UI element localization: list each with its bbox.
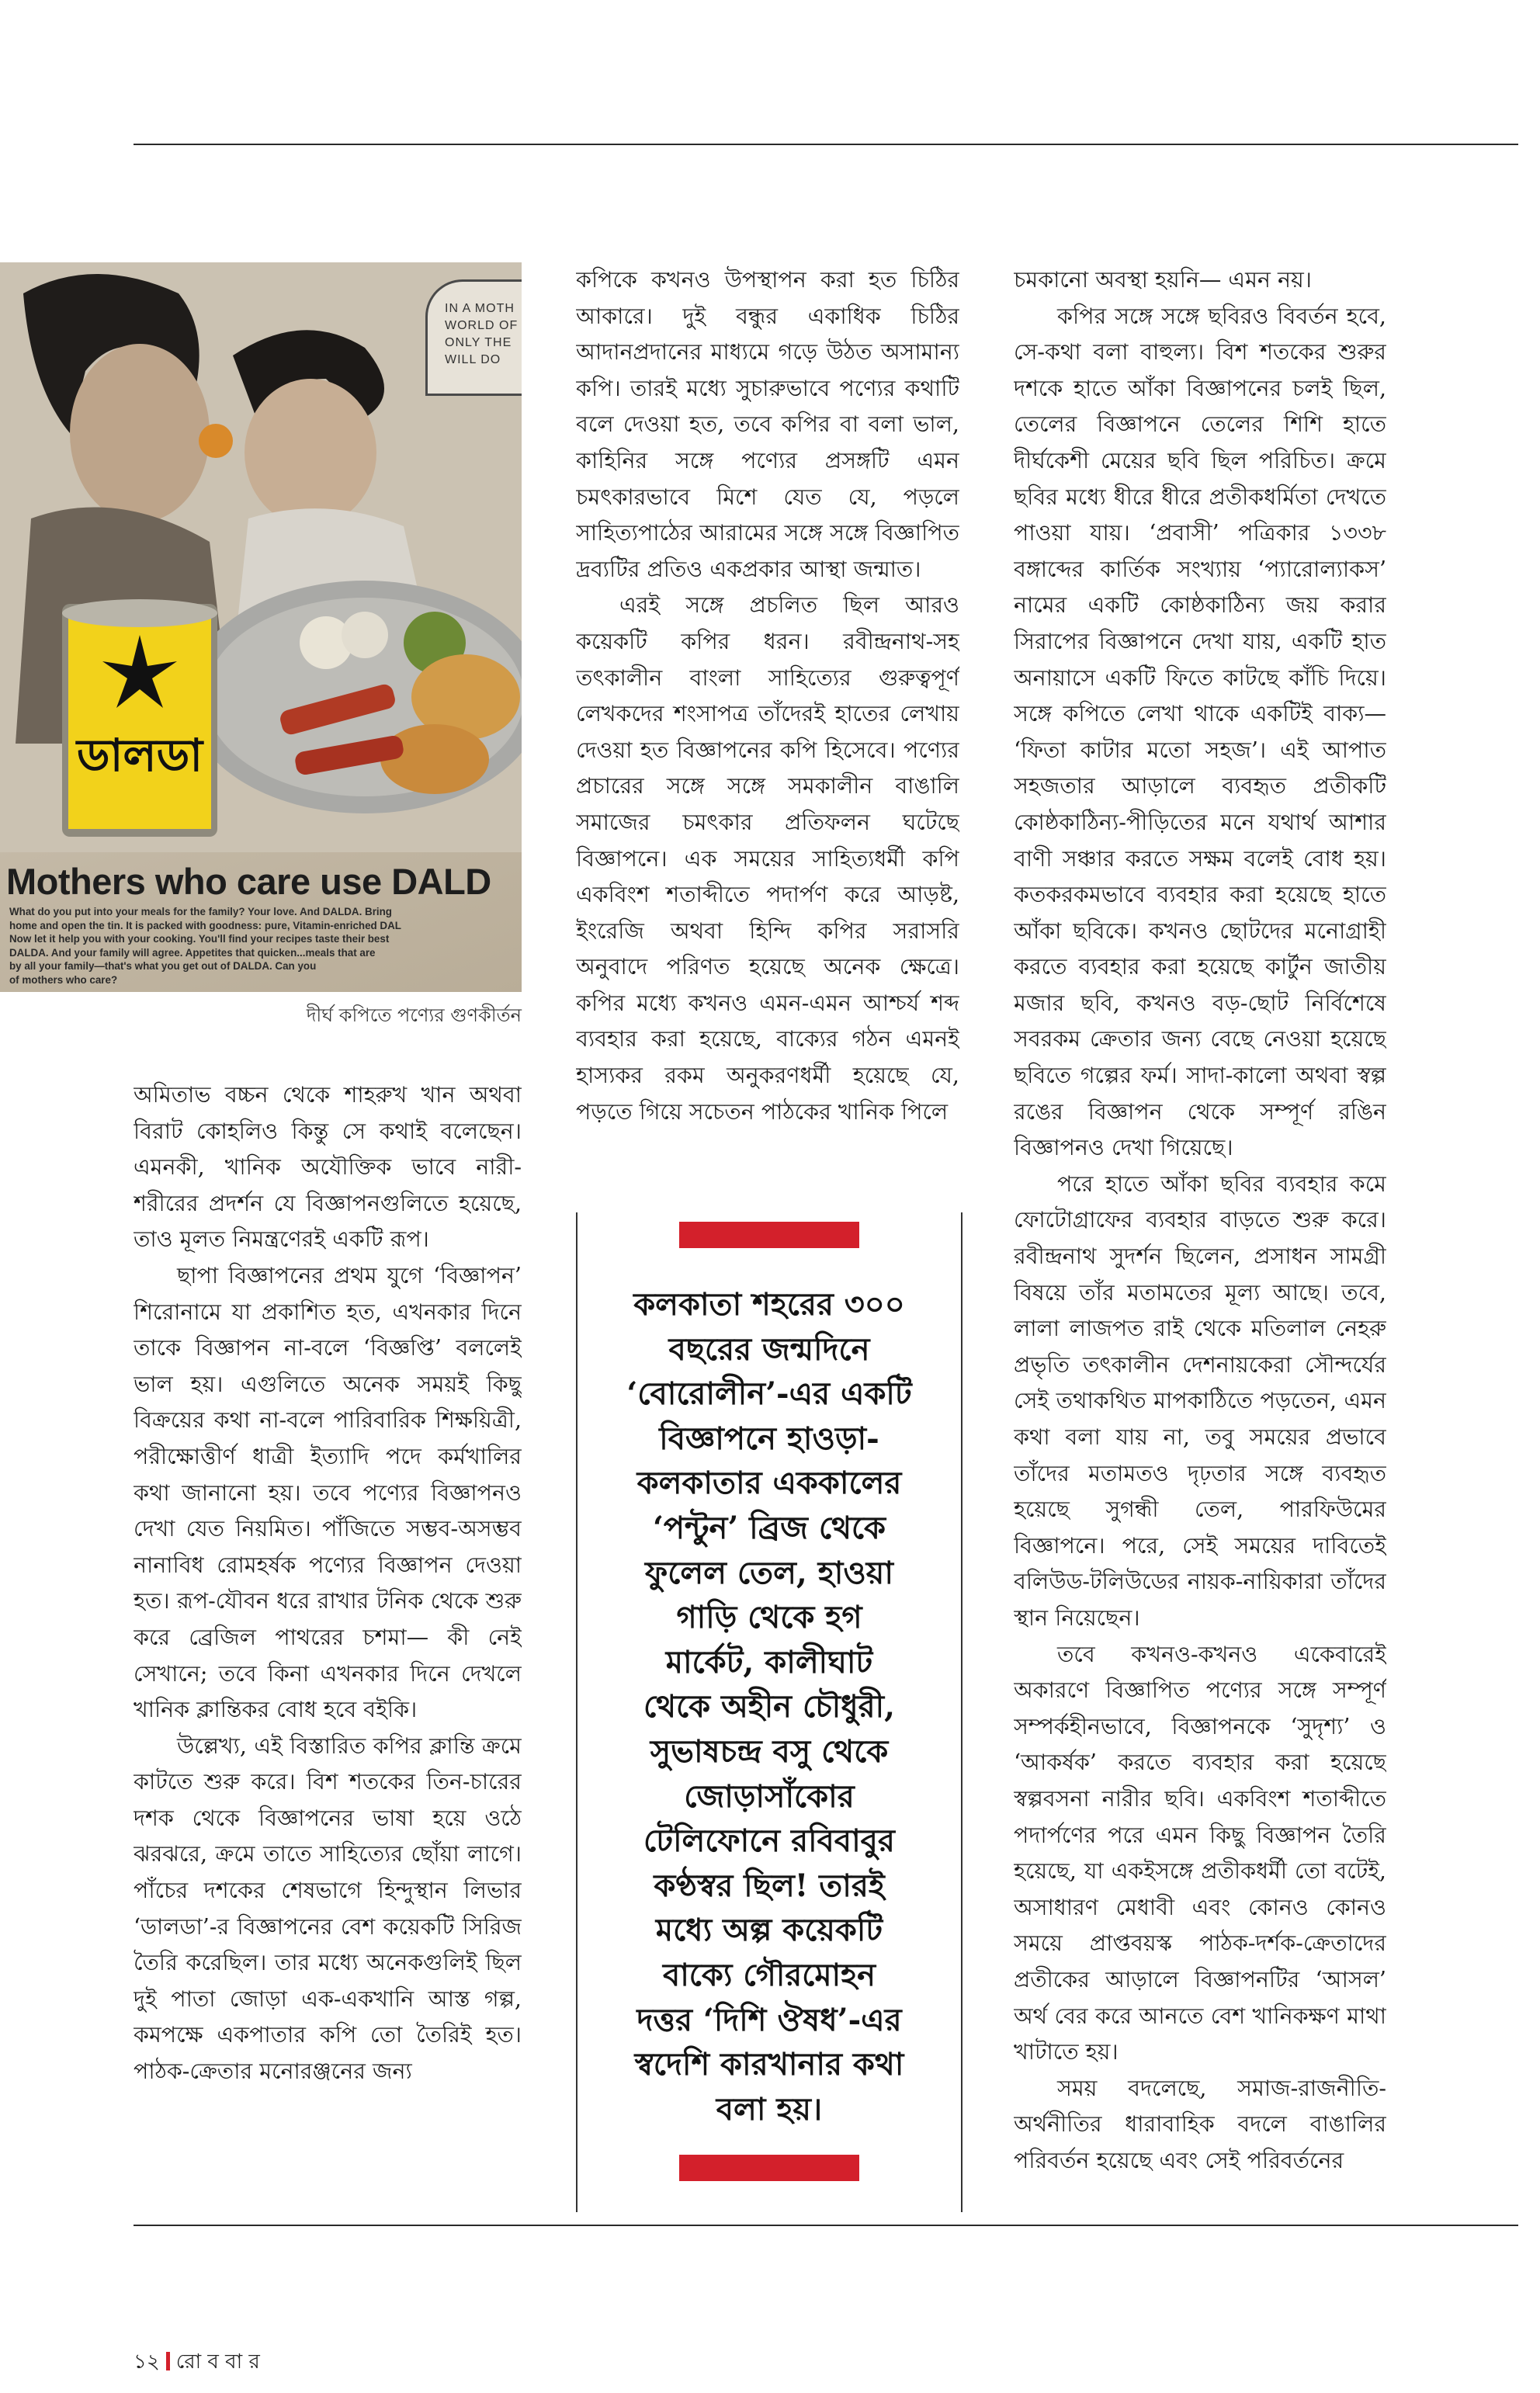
pull-quote-line: ‘বোরোলীন’-এর একটি [626, 1375, 912, 1413]
paragraph: পরে হাতে আঁকা ছবির ব্যবহার কমে ফোটোগ্রাফের ব্যবহার বাড়তে শুরু করে। রবীন্দ্রনাথ সুদর্শন ছিলেন, প্রসাধন সামগ্রী বিষয়ে তাঁর মতামতের মূল্য আছে। তবে, লালা লাজপত রাই থেকে মতিলাল নেহরু প্রভৃতি তৎকালীন দেশনায়কেরা সৌন্দর্যের সেই তথাকথিত মাপকাঠিতে পড়তেন, এমন কথা বলা যায় না, তবু সময়ের প্রভাবে তাঁদের মতামতও দৃঢ়তার সঙ্গে ব্যবহৃত হয়েছে সুগন্ধী তেল, পারফিউমের বিজ্ঞাপনে। পরে, সেই সময়ের দাবিতেই বলিউড-টলিউডের নায়ক-নায়িকারা তাঁদের স্থান নিয়েছেন। [1014, 1170, 1386, 1631]
pull-quote-box [576, 1212, 962, 2212]
tin-brand-text: ডালডা [76, 729, 203, 782]
ad-corner-line: WILL DO [445, 353, 501, 366]
pull-quote-line: টেলিফোনে রবিবাবুর [643, 1822, 895, 1860]
article-column-right [1014, 262, 1386, 2218]
pull-quote-line: মার্কেট, কালীঘাট [665, 1643, 873, 1680]
ad-body-line: by all your family—that's what you get out of DALDA. Can you [9, 960, 317, 972]
paragraph: উল্লেখ্য, এই বিস্তারিত কপির ক্লান্তি ক্রমে কাটতে শুরু করে। বিশ শতকের তিন-চারের দশক থেকে বিজ্ঞাপনের ভাষা হয়ে ওঠে ঝরঝরে, ক্রমে তাতে সাহিত্যের ছোঁয়া লাগে। পাঁচের দশকের শেষভাগে হিন্দুস্থান লিভার ‘ডালডা’-র বিজ্ঞাপনের বেশ কয়েকটি সিরিজ তৈরি করেছিল। তার মধ্যে অনেকগুলিই ছিল দুই পাতা জোড়া এক-একখানি আস্ত গল্প, কমপক্ষে একপাতার কপি তো তৈরিই হত। পাঠক-ক্রেতার মনোরঞ্জনের জন্য [134, 1732, 522, 2085]
dalda-advertisement-image [0, 262, 522, 992]
paragraph: কপিকে কখনও উপস্থাপন করা হত চিঠির আকারে। দুই বন্ধুর একাধিক চিঠির আদানপ্রদানের মাধ্যমে গড়ে উঠত অসামান্য কপি। তারই মধ্যে সুচারুভাবে পণ্যের কথাটি বলে দেওয়া হত, তবে কপির বা বলা ভাল, কাহিনির সঙ্গে পণ্যের প্রসঙ্গটি এমন চমৎকারভাবে মিশে যেত যে, পড়লে সাহিত্যপাঠের আরামের সঙ্গে সঙ্গে বিজ্ঞাপিত দ্রব্যটির প্রতিও একপ্রকার আস্থা জন্মাত। [576, 267, 959, 582]
paragraph: কপির সঙ্গে সঙ্গে ছবিরও বিবর্তন হবে, সে-কথা বলা বাহুল্য। বিশ শতকের শুরুর দশকে হাতে আঁকা বিজ্ঞাপনের চলই ছিল, তেলের বিজ্ঞাপনে তেলের শিশি হাতে দীর্ঘকেশী মেয়ের ছবি ছিল পরিচিত। ক্রমে ছবির মধ্যে ধীরে ধীরে প্রতীকধর্মিতা দেখতে পাওয়া যায়। ‘প্রবাসী’ পত্রিকার ১৩৩৮ বঙ্গাব্দের কার্তিক সংখ্যায় ‘প্যারোল্যাকস’ নামের একটি কোষ্ঠকাঠিন্য জয় করার সিরাপের বিজ্ঞাপনে দেখা যায়, একটি হাত অনায়াসে একটি ফিতে কাটছে কাঁচি দিয়ে। সঙ্গে কপিতে লেখা থাকে একটিই বাক্য— ‘ফিতা কাটার মতো সহজ’। এই আপাত সহজতার আড়ালে ব্যবহৃত প্রতীকটি কোষ্ঠকাঠিন্য-পীড়িতের মনে যথার্থ আশার বাণী সঞ্চার করতে সক্ষম বলেই বোধ হয়। কতকরকমভাবে ব্যবহার করা হয়েছে হাতে আঁকা ছবিকে। কখনও ছোটদের মনোগ্রাহী করতে ব্যবহার করা হয়েছে কার্টুন জাতীয় মজার ছবি, কখনও বড়-ছোট নির্বিশেষে সবরকম ক্রেতার জন্য বেছে নেওয়া হয়েছে ছবিতে গল্পের ফর্ম। সাদা-কালো অথবা স্বল্প রঙের বিজ্ঞাপন থেকে সম্পূর্ণ রঙিন বিজ্ঞাপনও দেখা গিয়েছে। [1014, 303, 1386, 1161]
pull-quote-line: বছরের জন্মদিনে [668, 1330, 870, 1368]
ad-body-line: DALDA. And your family will agree. Appetites that quicken...meals that are [9, 946, 376, 959]
pull-quote-bottom-bar [679, 2155, 859, 2181]
paragraph: সময় বদলেছে, সমাজ-রাজনীতি-অর্থনীতির ধারাবাহিক বদলে বাঙালির পরিবর্তন হয়েছে এবং সেই পরিবর্তনের [1014, 2075, 1386, 2173]
ad-body-line: of mothers who care? [9, 973, 118, 986]
ad-headline: Mothers who care use DALD [6, 861, 491, 902]
pull-quote-line: কণ্ঠস্বর ছিল! তারই [654, 1867, 885, 1904]
article-column-left [134, 1077, 522, 2218]
ad-corner-tagline [425, 279, 522, 396]
paragraph: অমিতাভ বচ্চন থেকে শাহরুখ খান অথবা বিরাট কোহলিও কিন্তু সে কথাই বলেছেন। এমনকী, খানিক অযৌক্তিক ভাবে নারী-শরীরের প্রদর্শন যে বিজ্ঞাপনগুলিতে হয়েছে, তাও মূলত নিমন্ত্রণেরই একটি রূপ। [134, 1082, 522, 1253]
ad-body-line: What do you put into your meals for the family? Your love. And DALDA. Bring [9, 906, 392, 917]
pull-quote-line: কলকাতার এককালের [636, 1465, 902, 1502]
article-column-middle [576, 262, 959, 1147]
ad-body-line: home and open the tin. It is packed with goodness: pure, Vitamin-enriched DAL [9, 919, 401, 931]
footer-divider [166, 2352, 170, 2370]
page-number: ১২ [134, 2350, 160, 2374]
pull-quote-line: বিজ্ঞাপনে হাওড়া- [659, 1420, 879, 1457]
paragraph: তবে কখনও-কখনও একেবারেই অকারণে বিজ্ঞাপিত পণ্যের সঙ্গে সম্পূর্ণ সম্পর্কহীনভাবে, বিজ্ঞাপনকে ‘সুদৃশ্য’ ও ‘আকর্ষক’ করতে ব্যবহার করা হয়েছে স্বল্পবসনা নারীর ছবি। একবিংশ শতাব্দীতে পদার্পণের পরে এমন কিছু বিজ্ঞাপন তৈরি হয়েছে, যা একইসঙ্গে প্রতীকধর্মী তো বটেই, অসাধারণ মেধাবী এবং কোনও কোনও সময়ে প্রাপ্তবয়স্ক পাঠক-দর্শক-ক্রেতাদের প্রতীকের আড়ালে বিজ্ঞাপনটির ‘আসল’ অর্থ বের করে আনতে বেশ খানিকক্ষণ মাথা খাটাতে হয়। [1014, 1641, 1386, 2065]
ad-corner-line: WORLD OF [445, 319, 519, 332]
pull-quote-line: ফুলেল তেল, হাওয়া [645, 1554, 893, 1591]
magazine-name: রো ব বা র [175, 2350, 260, 2374]
pull-quote-top-bar [679, 1222, 859, 1248]
ad-corner-line: ONLY THE [445, 336, 512, 349]
pull-quote [578, 1282, 961, 2131]
pull-quote-line: কলকাতা শহরের ৩০০ [633, 1286, 905, 1323]
paragraph: এরই সঙ্গে প্রচলিত ছিল আরও কয়েকটি কপির ধরন। রবীন্দ্রনাথ-সহ তৎকালীন বাংলা সাহিত্যের গুরুত্বপূর্ণ লেখকদের শংসাপত্র তাঁদেরই হাতের লেখায় দেওয়া হত বিজ্ঞাপনের কপি হিসেবে। পণ্যের প্রচারের সঙ্গে সঙ্গে সমকালীন বাঙালি সমাজের চমৎকার প্রতিফলন ঘটেছে বিজ্ঞাপনে। এক সময়ের সাহিত্যধর্মী কপি একবিংশ শতাব্দীতে পদার্পণ করে আড়ষ্ট, ইংরেজি অথবা হিন্দি কপির সরাসরি অনুবাদে পরিণত হয়েছে অনেক ক্ষেত্রে। কপির মধ্যে কখনও এমন-এমন আশ্চর্য শব্দ ব্যবহার করা হয়েছে, বাক্যের গঠন এমনই হাস্যকর রকম অনুকরণধর্মী হয়েছে যে, পড়তে গিয়ে সচেতন পাঠকের খানিক পিলে [576, 592, 959, 1125]
top-rule [134, 144, 1518, 145]
ad-corner-line: IN A MOTH [445, 302, 515, 315]
ad-body-line: Now let it help you with your cooking. You'll find your recipes taste their best [9, 933, 390, 945]
ad-body-copy [9, 905, 522, 987]
pull-quote-line: সুভাষচন্দ্র বসু থেকে [650, 1732, 889, 1770]
pull-quote-line: জোড়াসাঁকোর [684, 1777, 855, 1815]
pull-quote-line: ‘পন্টুন’ ব্রিজ থেকে [652, 1509, 886, 1546]
pull-quote-line: থেকে অহীন চৌধুরী, [643, 1688, 896, 1725]
page-footer [134, 2346, 260, 2380]
pull-quote-line: স্বদেশি কারখানার কথা [634, 2046, 904, 2083]
pull-quote-line: বলা হয়। [716, 2090, 823, 2128]
pull-quote-line: বাক্যে গৌরমোহন [662, 1956, 876, 1993]
pull-quote-line: দত্তর ‘দিশি ঔষধ’-এর [636, 2001, 902, 2038]
paragraph: ছাপা বিজ্ঞাপনের প্রথম যুগে ‘বিজ্ঞাপন’ শিরোনামে যা প্রকাশিত হত, এখনকার দিনে তাকে বিজ্ঞাপন না-বলে ‘বিজ্ঞপ্তি’ বললেই ভাল হয়। এগুলিতে অনেক সময়ই কিছু বিক্রয়ের কথা না-বলে পারিবারিক শিক্ষয়িত্রী, পরীক্ষোত্তীর্ণ ধাত্রী ইত্যাদি পদে কর্মখালির কথা জানানো হয়। তবে পণ্যের বিজ্ঞাপনও দেখা যেত নিয়মিত। পাঁজিতে সম্ভব-অসম্ভব নানাবিধ রোমহর্ষক পণ্যের বিজ্ঞাপন দেওয়া হত। রূপ-যৌবন ধরে রাখার টনিক থেকে শুরু করে ব্রেজিল পাথরের চশমা— কী নেই সেখানে; তবে কিনা এখনকার দিনে দেখলে খানিক ক্লান্তিকর বোধ হবে বইকি। [134, 1262, 522, 1723]
bottom-rule [134, 2225, 1518, 2226]
pull-quote-line: মধ্যে অল্প কয়েকটি [655, 1912, 883, 1949]
paragraph: চমকানো অবস্থা হয়নি— এমন নয়। [1014, 267, 1312, 293]
image-caption: দীর্ঘ কপিতে পণ্যের গুণকীর্তন [306, 1004, 522, 1026]
pull-quote-line: গাড়ি থেকে হগ [676, 1599, 862, 1636]
